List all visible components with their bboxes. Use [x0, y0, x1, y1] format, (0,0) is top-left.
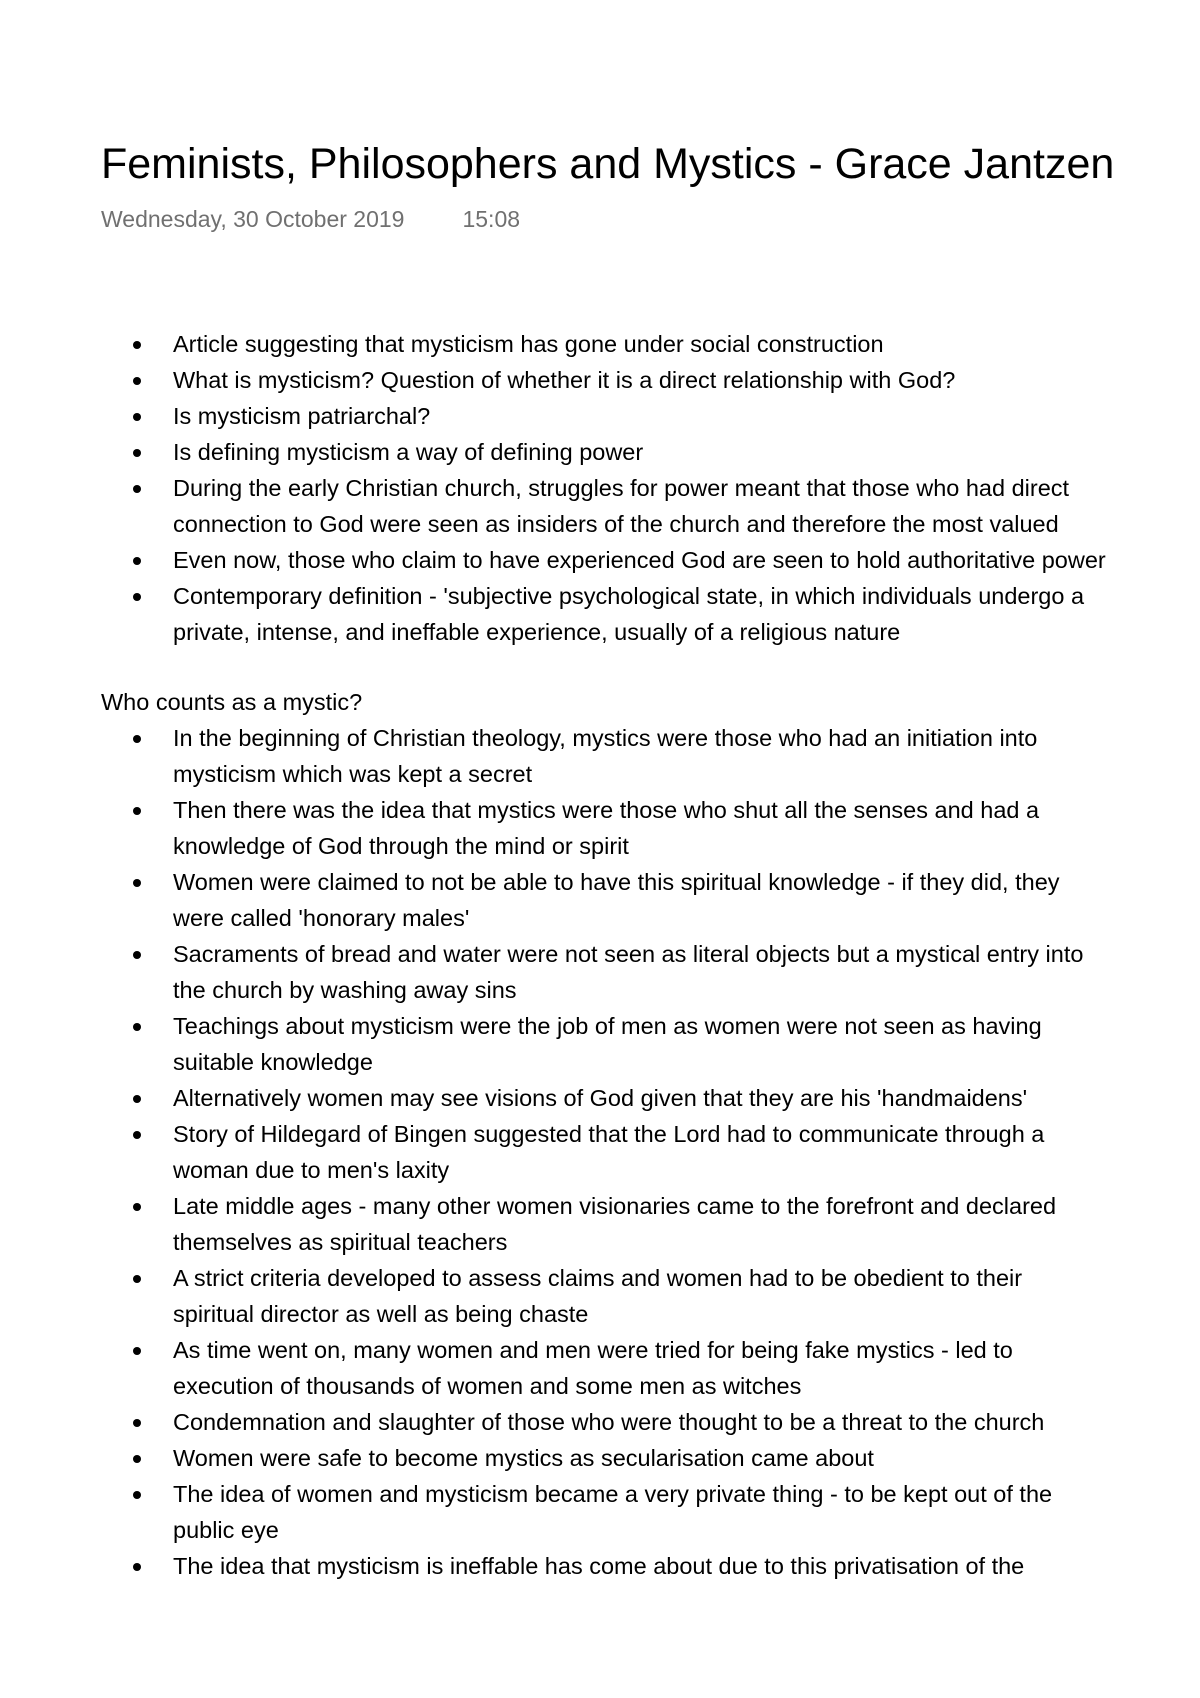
section-who-counts — [101, 684, 1200, 1584]
list-item: Story of Hildegard of Bingen suggested that the Lord had to communicate through a woman due to men's laxity — [101, 1116, 1200, 1188]
bullet-icon — [133, 341, 141, 349]
bullet-icon — [133, 1491, 141, 1499]
list-item: Women were claimed to not be able to have this spiritual knowledge - if they did, they were called 'honorary males' — [101, 864, 1200, 936]
bullet-icon — [133, 879, 141, 887]
list-item: Late middle ages - many other women visionaries came to the forefront and declared themselves as spiritual teachers — [101, 1188, 1200, 1260]
mystic-bullet-list — [101, 720, 1200, 1584]
bullet-icon — [133, 377, 141, 385]
bullet-icon — [133, 413, 141, 421]
bullet-icon — [133, 1419, 141, 1427]
intro-bullet-list — [101, 326, 1200, 650]
list-item: As time went on, many women and men were tried for being fake mystics - led to execution of thousands of women and some men as witches — [101, 1332, 1200, 1404]
list-item: During the early Christian church, struggles for power meant that those who had direct connection to God were seen as insiders of the church and therefore the most valued — [101, 470, 1200, 542]
bullet-icon — [133, 1023, 141, 1031]
bullet-icon — [133, 1095, 141, 1103]
bullet-icon — [133, 735, 141, 743]
list-item: Contemporary definition - 'subjective psychological state, in which individuals undergo a private, intense, and ineffable experience, usually of a religious nature — [101, 578, 1200, 650]
page-title: Feminists, Philosophers and Mystics - Grace Jantzen — [101, 140, 1115, 188]
section-intro — [101, 326, 1200, 650]
list-item: What is mysticism? Question of whether it is a direct relationship with God? — [101, 362, 1200, 398]
bullet-icon — [133, 593, 141, 601]
list-item: Sacraments of bread and water were not seen as literal objects but a mystical entry into the church by washing away sins — [101, 936, 1200, 1008]
bullet-icon — [133, 557, 141, 565]
bullet-icon — [133, 1347, 141, 1355]
list-item: In the beginning of Christian theology, mystics were those who had an initiation into mysticism which was kept a secret — [101, 720, 1200, 792]
list-item: Women were safe to become mystics as secularisation came about — [101, 1440, 1200, 1476]
list-item: Is defining mysticism a way of defining power — [101, 434, 1200, 470]
list-item: Condemnation and slaughter of those who were thought to be a threat to the church — [101, 1404, 1200, 1440]
list-item: A strict criteria developed to assess claims and women had to be obedient to their spiritual director as well as being chaste — [101, 1260, 1200, 1332]
list-item: The idea that mysticism is ineffable has come about due to this privatisation of the — [101, 1548, 1200, 1584]
bullet-icon — [133, 1563, 141, 1571]
list-item: Then there was the idea that mystics were those who shut all the senses and had a knowledge of God through the mind or spirit — [101, 792, 1200, 864]
bullet-icon — [133, 807, 141, 815]
list-item: Is mysticism patriarchal? — [101, 398, 1200, 434]
bullet-icon — [133, 1275, 141, 1283]
note-date: Wednesday, 30 October 2019 — [101, 206, 405, 232]
note-time: 15:08 — [462, 206, 521, 232]
list-item: The idea of women and mysticism became a very private thing - to be kept out of the public eye — [101, 1476, 1200, 1548]
list-item: Teachings about mysticism were the job of men as women were not seen as having suitable knowledge — [101, 1008, 1200, 1080]
note-timestamp — [101, 206, 520, 233]
bullet-icon — [133, 1455, 141, 1463]
list-item: Alternatively women may see visions of God given that they are his 'handmaidens' — [101, 1080, 1200, 1116]
bullet-icon — [133, 1131, 141, 1139]
section-heading: Who counts as a mystic? — [101, 689, 363, 715]
bullet-icon — [133, 485, 141, 493]
list-item: Even now, those who claim to have experienced God are seen to hold authoritative power — [101, 542, 1200, 578]
bullet-icon — [133, 449, 141, 457]
bullet-icon — [133, 1203, 141, 1211]
list-item: Article suggesting that mysticism has gone under social construction — [101, 326, 1200, 362]
bullet-icon — [133, 951, 141, 959]
